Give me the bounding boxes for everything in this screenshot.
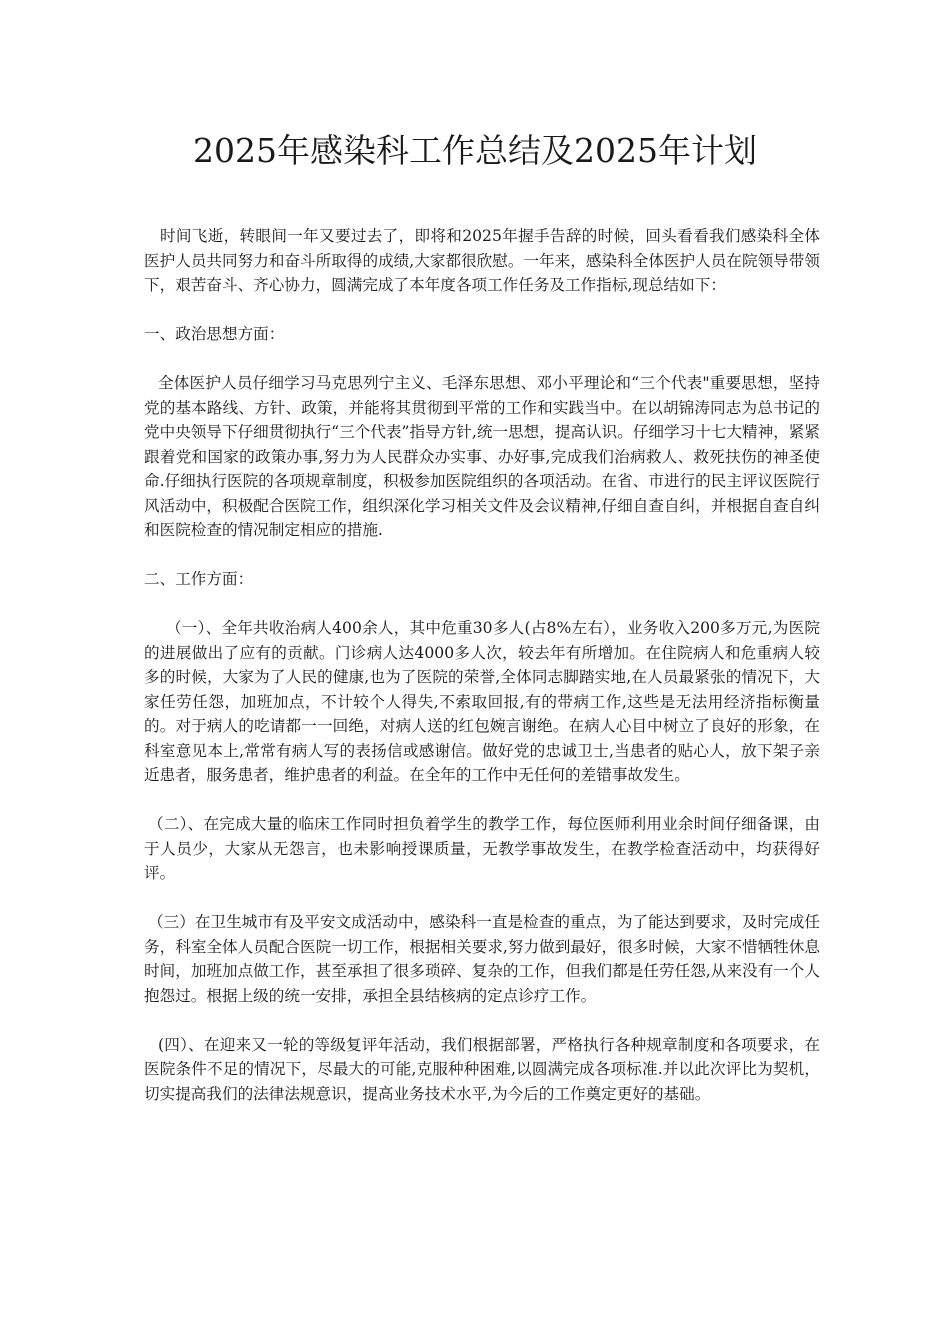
work-item-2-paragraph: （二）、在完成大量的临床工作同时担负着学生的教学工作，每位医师利用业余时间仔细备课，由于人员少，大家从无怨言，也未影响授课质量，无教学事故发生，在教学检查活动中，均获得好评。: [144, 815, 820, 882]
document-title: 2025年感染科工作总结及2025年计划: [193, 131, 757, 170]
section-heading-politics: 一、政治思想方面：: [144, 325, 285, 343]
intro-paragraph: 时间飞逝，转眼间一年又要过去了，即将和2025年握手告辞的时候，回头看看我们感染科全体医护人员共同努力和奋斗所取得的成绩,大家都很欣慰。一年来，感染科全体医护人员在院领导带领下，艰苦奋斗、齐心协力，圆满完成了本年度各项工作任务及工作指标,现总结如下：: [144, 227, 820, 294]
politics-paragraph: 全体医护人员仔细学习马克思列宁主义、毛泽东思想、邓小平理论和“三个代表"重要思想，坚持党的基本路线、方针、政策，并能将其贯彻到平常的工作和实践当中。在以胡锦涛同志为总书记的党中央领导下仔细贯彻执行“三个代表”指导方针,统一思想，提高认识。仔细学习十七大精神，紧紧跟着党和国家的政策办事,努力为人民群众办实事、办好事,完成我们治病救人、救死扶伤的神圣使命.仔细执行医院的各项规章制度，积极参加医院组织的各项活动。在省、市进行的民主评议医院行风活动中，积极配合医院工作，组织深化学习相关文件及会议精神,仔细自查自纠，并根据自查自纠和医院检查的情况制定相应的措施.: [144, 374, 820, 539]
document-body: [144, 224, 820, 1131]
section-heading-work: 二、工作方面：: [144, 570, 254, 588]
work-item-4-paragraph: (四）、在迎来又一轮的等级复评年活动，我们根据部署，严格执行各种规章制度和各项要求，在医院条件不足的情况下，尽最大的可能,克服种种困难,以圆满完成各项标准.并以此次评比为契机，切实提高我们的法律法规意识，提高业务技术水平,为今后的工作奠定更好的基础。: [144, 1035, 820, 1103]
work-item-3-paragraph: （三）在卫生城市有及平安文成活动中，感染科一直是检查的重点，为了能达到要求，及时完成任务，科室全体人员配合医院一切工作，根据相关要求,努力做到最好，很多时候，大家不惜牺牲休息时间，加班加点做工作，甚至承担了很多琐碎、复杂的工作，但我们都是任劳任怨,从来没有一个人抱怨过。根据上级的统一安排，承担全县结核病的定点诊疗工作。: [144, 913, 820, 1005]
work-item-1-paragraph: （一）、全年共收治病人400余人，其中危重30多人(占8%左右），业务收入200多万元,为医院的进展做出了应有的贡献。门诊病人达4000多人次，较去年有所增加。在住院病人和危重病人较多的时候，大家为了人民的健康,也为了医院的荣誉,全体同志脚踏实地,在人员最紧张的情况下，大家任劳任怨，加班加点，不计较个人得失,不索取回报,有的带病工作,这些是无法用经济指标衡量的。对于病人的吃请都一一回绝，对病人送的红包婉言谢绝。在病人心目中树立了良好的形象，在科室意见本上,常常有病人写的表扬信或感谢信。做好党的忠诚卫士,当患者的贴心人，放下架子亲近患者，服务患者，维护患者的利益。在全年的工作中无任何的差错事故发生。: [144, 619, 820, 784]
